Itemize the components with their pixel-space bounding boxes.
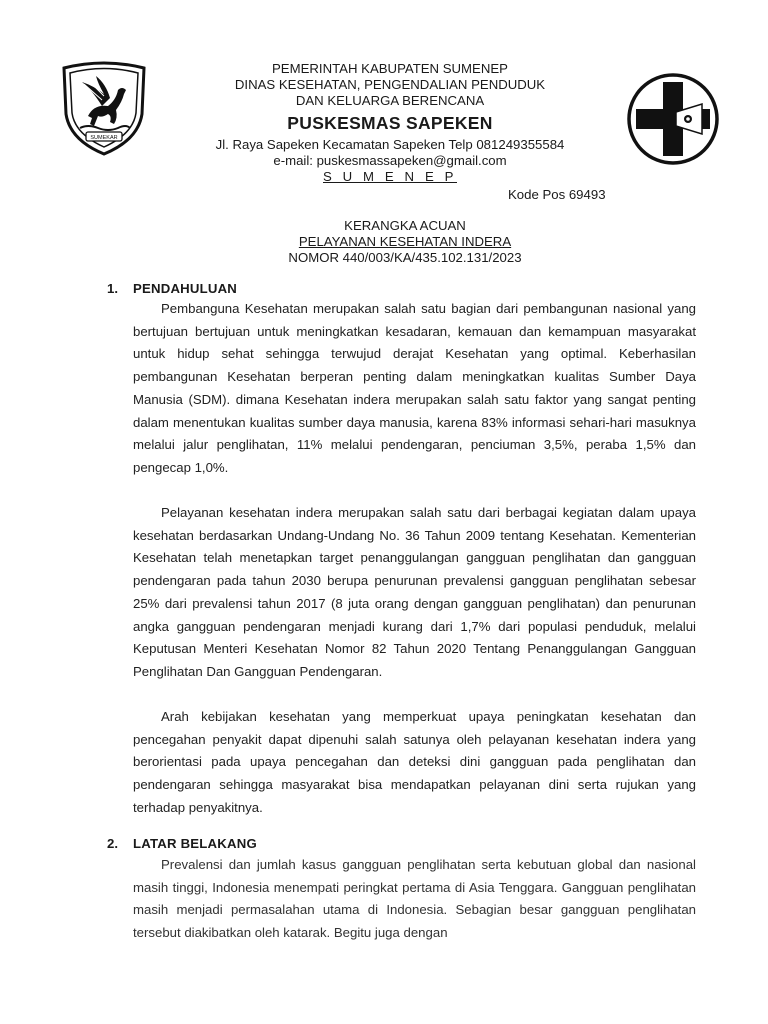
paragraph: Pembanguna Kesehatan merupakan salah satu bagian dari pembangunan nasional yang bertujuan bertujuan untuk meningkatkan kesadaran, kemauan dan kemampuan masyarakat untuk hidup sehat sehingga terwujud derajat Kesehatan yang optimal. Keberhasilan pembangunan Kesehatan berperan penting dalam meningkatkan kualitas Sumber Daya Manusia (SDM). dimana Kesehatan indera merupakan salah satu faktor yang sangat penting dalam menentukan kualitas sumber daya manusia, karena 83% informasi sehari-hari masuknya melalui jalur penglihatan, 11% melalui pendengaran, penciuman 3,5%, peraba 1,5% dan pengecap 1,0%. [133, 301, 696, 475]
document-subject [170, 234, 640, 250]
paragraph: Prevalensi dan jumlah kasus gangguan penglihatan serta kebutuan global dan nasional masih tinggi, Indonesia menempati peringkat pertama di Asia Tenggara. Gangguan penglihatan masih menjadi permasalahan utama di Indonesia. Sebagian besar gangguan penglihatan tersebut diakibatkan oleh katarak. Begitu juga dengan [133, 857, 696, 941]
letterhead-postal-code: Kode Pos 69493 [508, 187, 606, 202]
puskesmas-logo-icon [626, 72, 720, 166]
paragraph: Pelayanan kesehatan indera merupakan salah satu dari berbagai kegiatan dalam upaya kesehatan berdasarkan Undang-Undang No. 36 Tahun 2009 tentang Kesehatan. Kementerian Kesehatan telah menetapkan target penanggulangan gangguan penglihatan dan gangguan pendengaran pada tahun 2030 berupa penurunan prevalensi gangguan penglihatan sebesar 25% dari prevalensi tahun 2017 (8 juta orang dengan gangguan penglihatan) dan penurunan angka gangguan pendengaran menjadi kurang dari 1,7% dari populasi penduduk, melalui Keputusan Menteri Kesehatan Nomor 82 Tahun 2020 Tentang Penanggulangan Gangguan Penglihatan Dan Gangguan Pendengaran. [133, 505, 696, 679]
letterhead-address: Jl. Raya Sapeken Kecamatan Sapeken Telp 081249355584 [215, 137, 565, 152]
section-number: 1. [107, 281, 118, 296]
sumenep-crest-icon [58, 60, 150, 156]
letterhead-department: DINAS KESEHATAN, PENGENDALIAN PENDUDUK [234, 77, 546, 92]
letterhead-email: e-mail: puskesmassapeken@gmail.com [273, 153, 507, 168]
section-number: 2. [107, 836, 118, 851]
section-title-latar-belakang: LATAR BELAKANG [133, 836, 257, 851]
document-subject-text: PELAYANAN KESEHATAN INDERA [298, 234, 512, 249]
letterhead-institution: PUSKESMAS SAPEKEN [287, 113, 493, 133]
letterhead-city-text: S U M E N E P [323, 169, 457, 184]
paragraph: Arah kebijakan kesehatan yang memperkuat upaya peningkatan kesehatan dan pencegahan penyakit dapat dipenuhi salah satunya oleh pelayanan kesehatan indera yang berorientasi pada upaya pencegahan dan deteksi dini gangguan pada penglihatan dan pendengaran sehingga masyarakat bisa mendapatkan pelayanan dini serta rujukan yang terhadap penyakitnya. [133, 709, 696, 815]
crest-ribbon-text: SUMEKAR [90, 135, 118, 141]
letterhead-city [190, 169, 590, 185]
document-type: KERANGKA ACUAN [344, 218, 466, 233]
letterhead-department-cont: DAN KELUARGA BERENCANA [295, 93, 485, 108]
letterhead-government: PEMERINTAH KABUPATEN SUMENEP [272, 61, 508, 76]
document-number: NOMOR 440/003/KA/435.102.131/2023 [288, 250, 522, 265]
section-title-pendahuluan: PENDAHULUAN [133, 281, 238, 296]
